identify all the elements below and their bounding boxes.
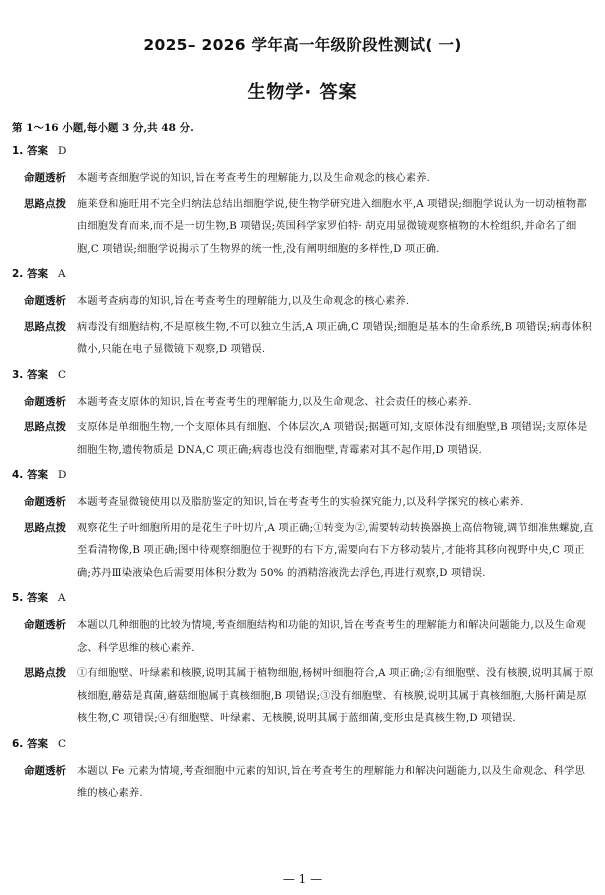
analysis-paragraph (12, 290, 595, 314)
question-number: 6. (12, 737, 24, 750)
answer-label: 答案 (26, 592, 48, 604)
analysis-paragraph (12, 167, 595, 191)
content-area (12, 120, 595, 808)
hint-paragraph (12, 193, 595, 262)
hint-paragraph (12, 316, 595, 362)
question-number: 4. (12, 469, 24, 481)
hint-paragraph (12, 662, 595, 731)
hint-text: 病毒没有细胞结构,不是原核生物,不可以独立生活,A 项正确,C 项错误;细胞是基本的生命系统,B 项错误;病毒体积微小,只能在电子显微镜下观察,D 项错误. (77, 321, 593, 355)
question-item (12, 467, 595, 585)
analysis-text: 本题考查病毒的知识,旨在考查考生的理解能力,以及生命观念的核心素养. (77, 296, 410, 307)
hint-text: 观察花生子叶细胞所用的是花生子叶切片,A 项正确;①转变为②,需要转动转换器换上高倍物镜,调节细准焦螺旋,直至看清物像,B 项正确;图中待观察细胞位于视野的右下方,需要向右下方移动装片,才能将其移向视野中央,C 项正确;苏丹Ⅲ染液染色后需要用体积分数为 50% 的酒精溶液洗去浮色,再进行观察,D 项错误. (77, 522, 594, 579)
question-header (12, 266, 595, 282)
answer-value: C (57, 737, 66, 750)
question-number: 1. (12, 145, 24, 157)
analysis-label: 命题透析 (24, 395, 66, 408)
hint-label: 思路点拨 (24, 521, 66, 534)
answer-label: 答案 (26, 268, 48, 280)
question-number: 5. (12, 592, 24, 604)
analysis-text: 本题考查支原体的知识,旨在考查考生的理解能力,以及生命观念、社会责任的核心素养. (77, 396, 472, 408)
hint-text: 施莱登和施旺用不完全归纳法总结出细胞学说,使生物学研究进入细胞水平,A 项错误;细胞学说认为一切动植物都由细胞发育而来,而不是一切生物,B 项错误;英国科学家罗伯特· 胡克用显微镜观察植物的木栓组织,并命名了细胞,C 项错误;细胞学说揭示了生物界的统一性,没有阐明细胞的多样性,D 项正确. (77, 198, 587, 255)
analysis-label: 命题透析 (24, 619, 66, 631)
analysis-label: 命题透析 (24, 496, 66, 508)
analysis-label: 命题透析 (24, 764, 66, 777)
question-header (12, 467, 595, 483)
question-number: 2. (12, 268, 24, 280)
question-header (12, 590, 595, 606)
analysis-text: 本题以几种细胞的比较为情境,考查细胞结构和功能的知识,旨在考查考生的理解能力和解决问题能力,以及生命观念、科学思维的核心素养. (77, 620, 586, 654)
hint-text: ①有细胞壁、叶绿素和核膜,说明其属于植物细胞,杨树叶细胞符合,A 项正确;②有细胞壁、没有核膜,说明其属于原核细胞,蘑菇是真菌,蘑菇细胞属于真核细胞,B 项错误;③没有细胞壁、有核膜,说明其属于真核细胞,大肠杆菌是原核生物,C 项错误;④有细胞壁、叶绿素、无核膜,说明其属于蓝细菌,变形虫是真核生物,D 项错误. (77, 668, 594, 724)
answer-value: A (57, 268, 66, 280)
hint-label: 思路点拨 (24, 667, 66, 679)
section-intro: 第 1～16 小题,每小题 3 分,共 48 分. (12, 122, 194, 134)
question-item (12, 266, 595, 362)
answer-label: 答案 (26, 145, 48, 157)
analysis-paragraph (12, 614, 595, 660)
question-header (12, 736, 595, 752)
page-number: — 1 — (282, 872, 323, 886)
answer-value: D (57, 145, 67, 157)
question-item (12, 590, 595, 731)
question-item (12, 367, 595, 463)
question-list (12, 143, 595, 806)
hint-paragraph (12, 416, 595, 462)
page-subtitle: 生物学· 答案 (247, 82, 358, 103)
hint-label: 思路点拨 (24, 421, 66, 433)
question-item (12, 736, 595, 806)
hint-label: 思路点拨 (24, 320, 66, 333)
hint-label: 思路点拨 (24, 197, 66, 210)
question-item (12, 143, 595, 261)
analysis-text: 本题考查显微镜使用以及脂肪鉴定的知识,旨在考查考生的实验探究能力,以及科学探究的核心素养. (77, 497, 524, 508)
analysis-paragraph (12, 760, 595, 806)
hint-paragraph (12, 517, 595, 586)
answer-value: C (57, 368, 66, 381)
analysis-label: 命题透析 (24, 172, 66, 184)
question-number: 3. (12, 368, 24, 381)
page-title: 2025– 2026 学年高一年级阶段性测试( 一) (143, 36, 462, 54)
hint-text: 支原体是单细胞生物,一个支原体具有细胞、个体层次,A 项错误;据题可知,支原体没有细胞壁,B 项错误;支原体是细胞生物,遗传物质是 DNA,C 项正确;病毒也没有细胞壁,青霉素对其不起作用,D 项错误. (77, 422, 588, 456)
answer-label: 答案 (26, 469, 48, 481)
answer-value: A (57, 592, 66, 604)
analysis-text: 本题考查细胞学说的知识,旨在考查考生的理解能力,以及生命观念的核心素养. (77, 173, 431, 184)
answer-label: 答案 (26, 737, 48, 750)
question-header (12, 143, 595, 159)
analysis-label: 命题透析 (24, 295, 66, 307)
analysis-text: 本题以 Fe 元素为情境,考查细胞中元素的知识,旨在考查考生的理解能力和解决问题能力,以及生命观念、科学思维的核心素养. (77, 765, 585, 799)
analysis-paragraph (12, 491, 595, 515)
analysis-paragraph (12, 391, 595, 415)
answer-label: 答案 (26, 368, 48, 381)
question-header (12, 367, 595, 383)
answer-value: D (57, 469, 67, 481)
